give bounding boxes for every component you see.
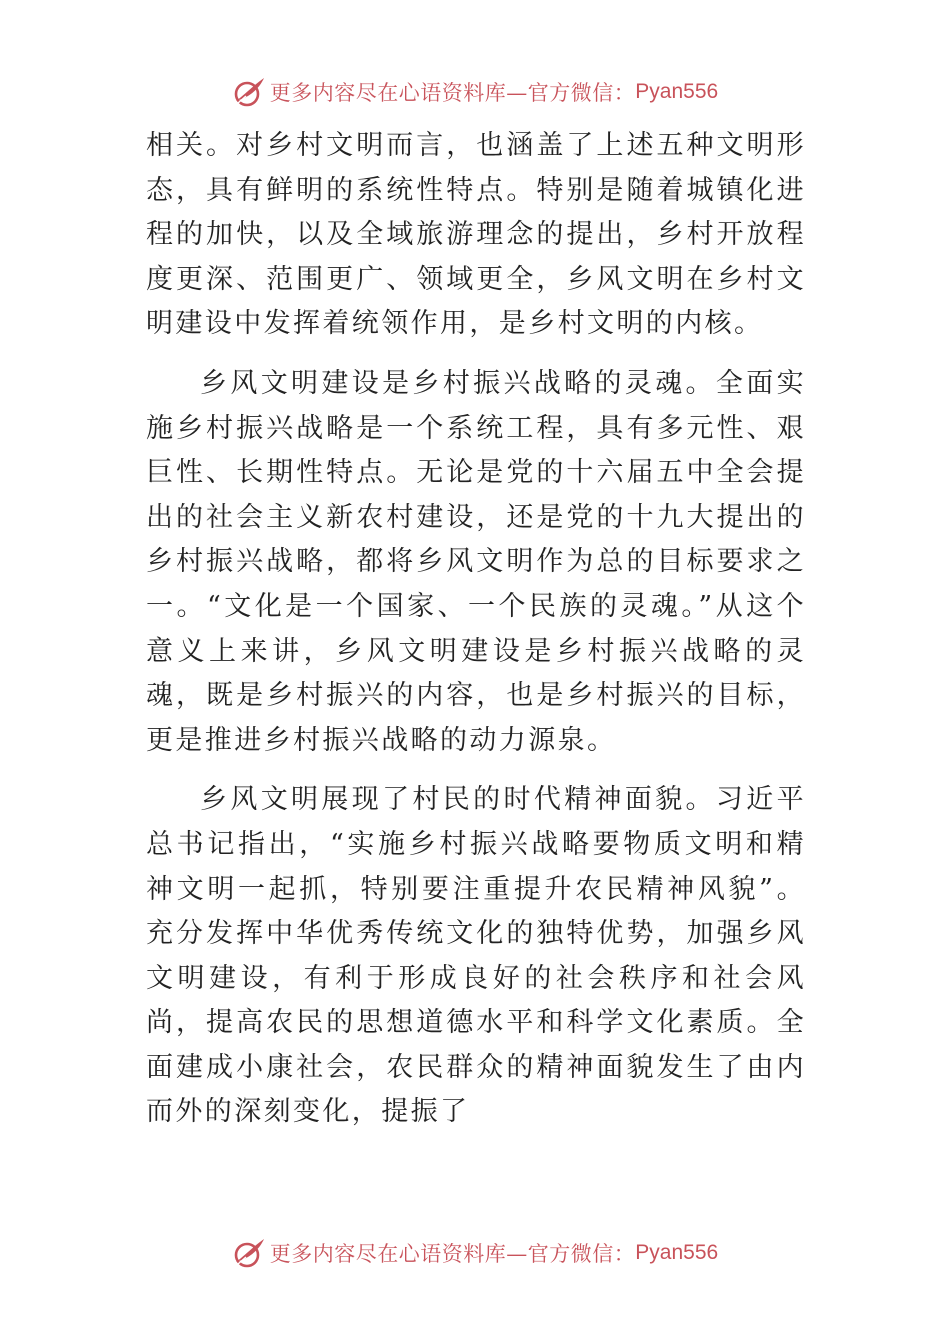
header-banner [0,72,950,112]
header-banner-text: 更多内容尽在心语资料库—官方微信： [269,81,636,105]
paragraph-2: 乡风文明建设是乡村振兴战略的灵魂。全面实施乡村振兴战略是一个系统工程，具有多元性、艰巨性、长期性特点。无论是党的十六届五中全会提出的社会主义新农村建设，还是党的十九大提出的乡村振兴战略，都将乡风文明作为总的目标要求之一。“文化是一个国家、一个民族的灵魂。”从这个意义上来讲，乡风文明建设是乡村振兴战略的灵魂，既是乡村振兴的内容，也是乡村振兴的目标，更是推进乡村振兴战略的动力源泉。 [146,367,806,756]
quill-logo-icon [232,75,266,109]
header-wechat-id: Pyan556 [635,80,719,103]
document-body [146,124,806,1150]
footer-wechat-id: Pyan556 [635,1241,719,1264]
footer-banner-text: 更多内容尽在心语资料库—官方微信： [269,1242,636,1266]
quill-logo-icon [232,1236,266,1270]
paragraph-1: 相关。对乡村文明而言，也涵盖了上述五种文明形态，具有鲜明的系统性特点。特别是随着城镇化进程的加快，以及全域旅游理念的提出，乡村开放程度更深、范围更广、领域更全，乡风文明在乡村文明建设中发挥着统领作用，是乡村文明的内核。 [146,130,806,340]
footer-banner [0,1233,950,1273]
paragraph-3: 乡风文明展现了村民的时代精神面貌。习近平总书记指出，“实施乡村振兴战略要物质文明和精神文明一起抓，特别要注重提升农民精神风貌”。充分发挥中华优秀传统文化的独特优势，加强乡风文明建设，有利于形成良好的社会秩序和社会风尚，提高农民的思想道德水平和科学文化素质。全面建成小康社会，农民群众的精神面貌发生了由内而外的深刻变化，提振了 [146,784,806,1128]
